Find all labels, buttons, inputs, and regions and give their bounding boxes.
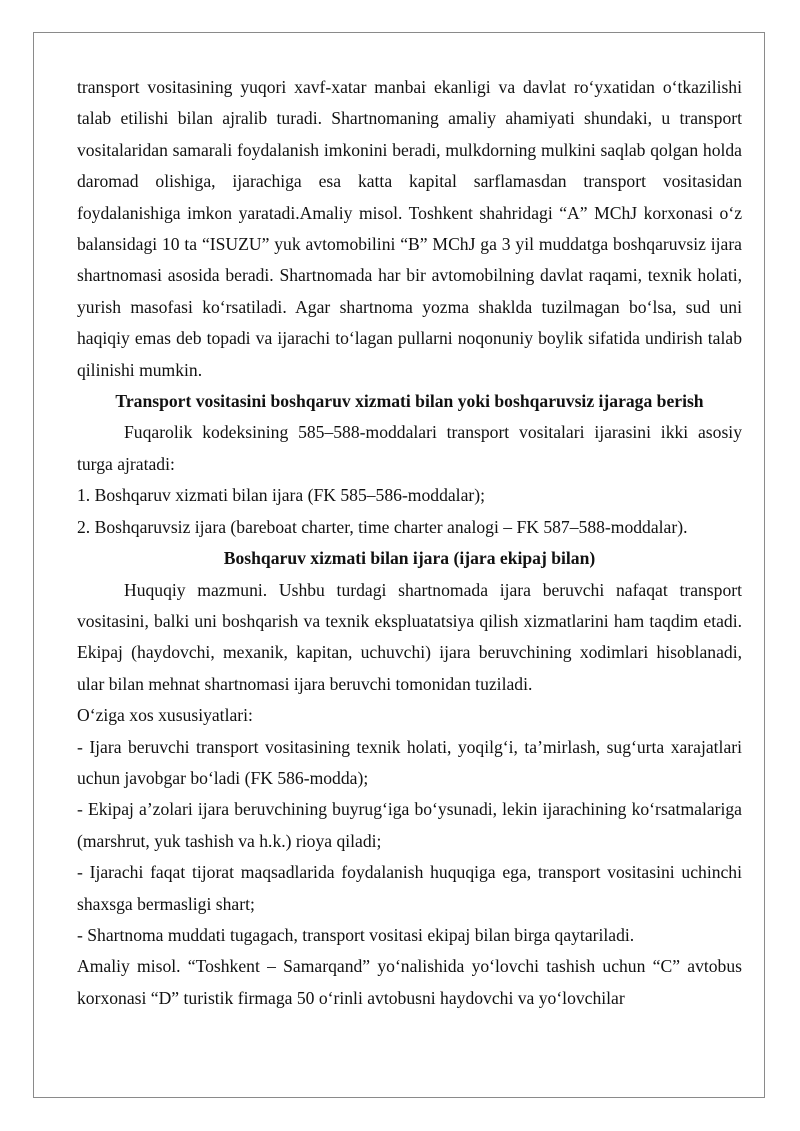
section-heading-lease-types: Transport vositasini boshqaruv xizmati bilan yoki boshqaruvsiz ijaraga berish [115,391,704,412]
paragraph-civil-code-articles: Fuqarolik kodeksining 585–588-moddalari transport vositalari ijarasini ikki asosiy turga ajratadi: [77,422,742,474]
feature-item-lessor-liability: - Ijara beruvchi transport vositasining texnik holati, yoqilg‘i, ta’mirlash, sug‘urta xarajatlari uchun javobgar bo‘ladi (FK 586-modda); [77,736,742,788]
paragraph-legal-content: Huquqiy mazmuni. Ushbu turdagi shartnomada ijara beruvchi nafaqat transport vositasini, balki uni boshqarish va texnik ekspluatatsiya qilish xizmatlarini ham taqdim etadi. Ekipaj (haydovchi, mexanik, kapitan, uchuvchi) ijara beruvchining xodimlari hisoblanadi, ular bilan mehnat shartnomasi ijara beruvchi tomonidan tuziladi. [77,579,742,694]
document-body [77,72,742,1014]
feature-item-return: - Shartnoma muddati tugagach, transport vositasi ekipaj bilan birga qaytariladi. [77,924,635,945]
feature-item-commercial-use: - Ijarachi faqat tijorat maqsadlarida foydalanish huquqiga ega, transport vositasini uchinchi shaxsga bermasligi shart; [77,862,742,914]
list-item-bareboat: 2. Boshqaruvsiz ijara (bareboat charter, time charter analogi – FK 587–588-moddalar). [77,516,688,537]
paragraph-practical-example: Amaliy misol. “Toshkent – Samarqand” yo‘nalishida yo‘lovchi tashish uchun “C” avtobus korxonasi “D” turistik firmaga 50 o‘rinli avtobusni haydovchi va yo‘lovchilar [77,956,742,1008]
features-label: O‘ziga xos xususiyatlari: [77,705,253,726]
paragraph-transport-risk: transport vositasining yuqori xavf-xatar manbai ekanligi va davlat ro‘yxatidan o‘tkazilishi talab etilishi bilan ajralib turadi. Shartnomaning amaliy ahamiyati shundaki, u transport vositalaridan samarali foydalanish imkonini beradi, mulkdorning mulkini saqlab qolgan holda daromad olishiga, ijarachiga esa katta kapital sarflamasdan transport vositasidan foydalanishiga imkon yaratadi.Amaliy misol. Toshkent shahridagi “A” MChJ korxonasi o‘z balansidagi 10 ta “ISUZU” yuk avtomobilini “B” MChJ ga 3 yil muddatga boshqaruvsiz ijara shartnomasi asosida beradi. Shartnomada har bir avtomobilning davlat raqami, texnik holati, yurish masofasi ko‘rsatiladi. Agar shartnoma yozma shaklda tuzilmagan bo‘lsa, sud uni haqiqiy emas deb topadi va ijarachi to‘lagan pullarni noqonuniy boylik sifatida undirish talab qilinishi mumkin. [77,77,742,380]
feature-item-crew-subordination: - Ekipaj a’zolari ijara beruvchining buyrug‘iga bo‘ysunadi, lekin ijarachining ko‘rsatmalariga (marshrut, yuk tashish va h.k.) rioya qiladi; [77,799,742,851]
list-item-with-crew: 1. Boshqaruv xizmati bilan ijara (FK 585–586-moddalar); [77,485,485,506]
section-heading-crew-lease: Boshqaruv xizmati bilan ijara (ijara ekipaj bilan) [223,548,596,569]
